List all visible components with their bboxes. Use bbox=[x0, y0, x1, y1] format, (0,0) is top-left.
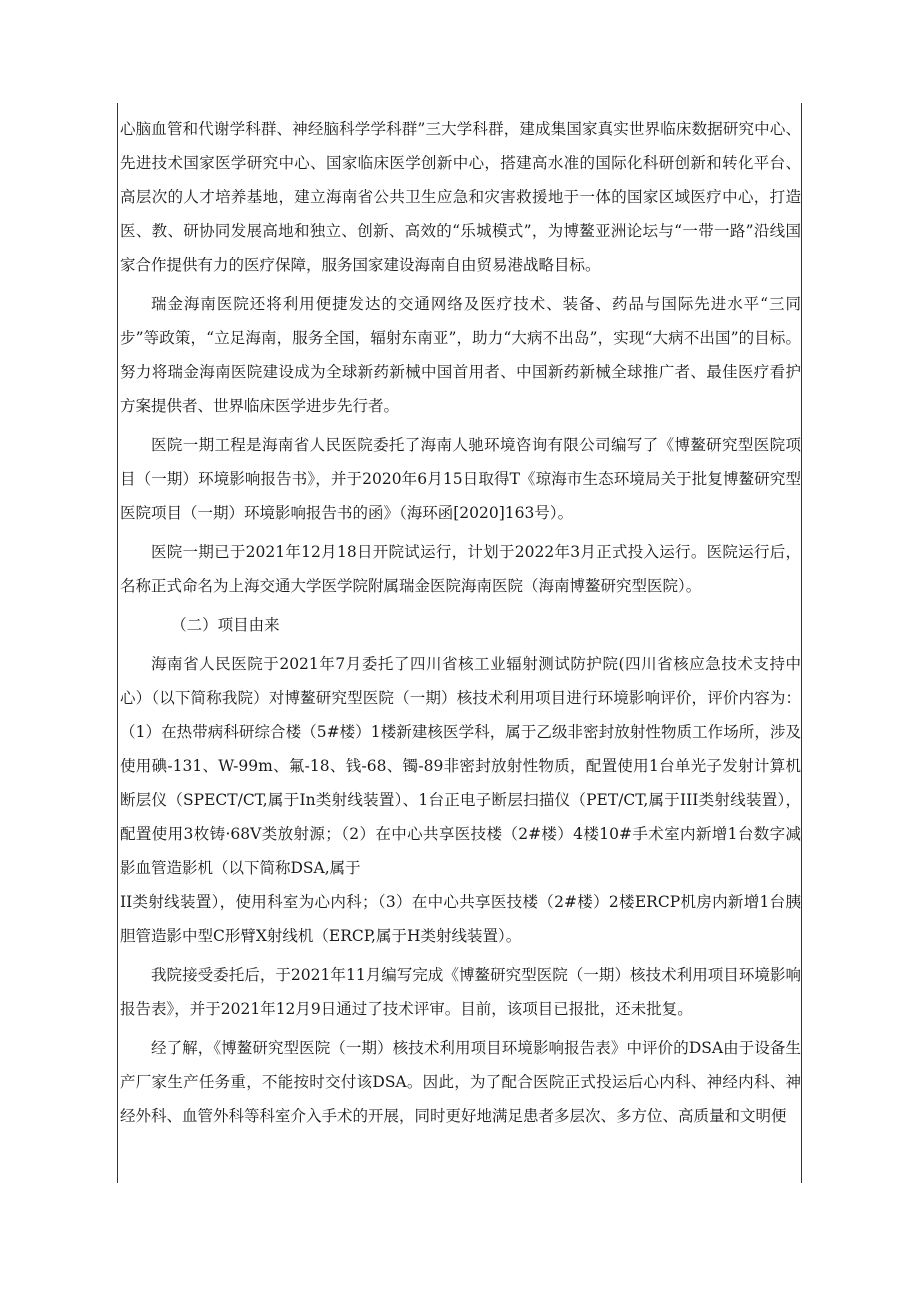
paragraph-project-origin: 海南省人民医院于2021年7月委托了四川省核工业辐射测试防护院(四川省核应急技术支持中心）（以下简称我院）对博鳌研究型医院（一期）核技术利用项目进行环境影响评价，评价内容为：（1）在热带病科研综合楼（5#楼）1楼新建核医学科，属于乙级非密封放射性物质工作场所，涉及使用碘-131、W-99m、氟-18、钱-68、镯-89非密封放射性物质，配置使用1台单光子发射计算机断层仪（SPECT/CT,属于In类射线装置）、1台正电子断层扫描仪（PET/CT,属于III类射线装置），配置使用3枚铸·68V类放射源；（2）在中心共享医技楼（2#楼）4楼10#手术室内新增1台数字减影血管造影机（以下简称DSA,属于 bbox=[120, 655, 801, 877]
paragraph-project-origin-continued: II类射线装置），使用科室为心内科；（3）在中心共享医技楼（2#楼）2楼ERCP机房内新增1台胰胆管造影中型C形臂X射线机（ERCP,属于H类射线装置）。 bbox=[120, 893, 801, 945]
table-border-right bbox=[801, 103, 802, 1183]
document-body bbox=[120, 112, 801, 1133]
paragraph-trial-operation: 医院一期已于2021年12月18日开院试运行，计划于2022年3月正式投入运行。医院运行后，名称正式命名为上海交通大学医学院附属瑞金医院海南医院（海南博鳌研究型医院）。 bbox=[120, 543, 801, 595]
paragraph-dsa-delay: 经了解，《博鳌研究型医院（一期）核技术利用项目环境影响报告表》中评价的DSA由于设备生产厂家生产任务重，不能按时交付该DSA。因此，为了配合医院正式投运后心内科、神经内科、神经外科、血管外科等科室介入手术的开展，同时更好地满足患者多层次、多方位、高质量和文明便 bbox=[120, 1039, 801, 1125]
paragraph-report-completed: 我院接受委托后，于2021年11月编写完成《博鳌研究型医院（一期）核技术利用项目环境影响报告表》，并于2021年12月9日通过了技术评审。目前，该项目已报批，还未批复。 bbox=[120, 966, 801, 1018]
paragraph-ruijin-hainan: 瑞金海南医院还将利用便捷发达的交通网络及医疗技术、装备、药品与国际先进水平“三同步”等政策，“立足海南，服务全国，辐射东南亚”，助力“大病不出岛”，实现“大病不出国”的目标。努力将瑞金海南医院建设成为全球新药新械中国首用者、中国新药新械全球推广者、最佳医疗看护方案提供者、世界临床医学进步先行者。 bbox=[120, 295, 801, 415]
paragraph-phase-one-eia: 医院一期工程是海南省人民医院委托了海南人驰环境咨询有限公司编写了《博鳌研究型医院项目（一期）环境影响报告书》，并于2020年6月15日取得T《琼海市生态环境局关于批复博鳌研究型医院项目（一期）环境影响报告书的函》（海环函[2020]163号）。 bbox=[120, 436, 801, 522]
paragraph-continuation: 心脑血管和代谢学科群、神经脑科学学科群”三大学科群，建成集国家真实世界临床数据研究中心、先进技术国家医学研究中心、国家临床医学创新中心，搭建高水准的国际化科研创新和转化平台、高层次的人才培养基地，建立海南省公共卫生应急和灾害救援地于一体的国家区域医疗中心，打造医、教、研协同发展高地和独立、创新、高效的“乐城模式”，为博鳌亚洲论坛与“一带一路”沿线国家合作提供有力的医疗保障，服务国家建设海南自由贸易港战略目标。 bbox=[120, 120, 801, 274]
table-border-left bbox=[117, 103, 118, 1183]
section-heading-project-origin: （二）项目由来 bbox=[171, 616, 280, 634]
